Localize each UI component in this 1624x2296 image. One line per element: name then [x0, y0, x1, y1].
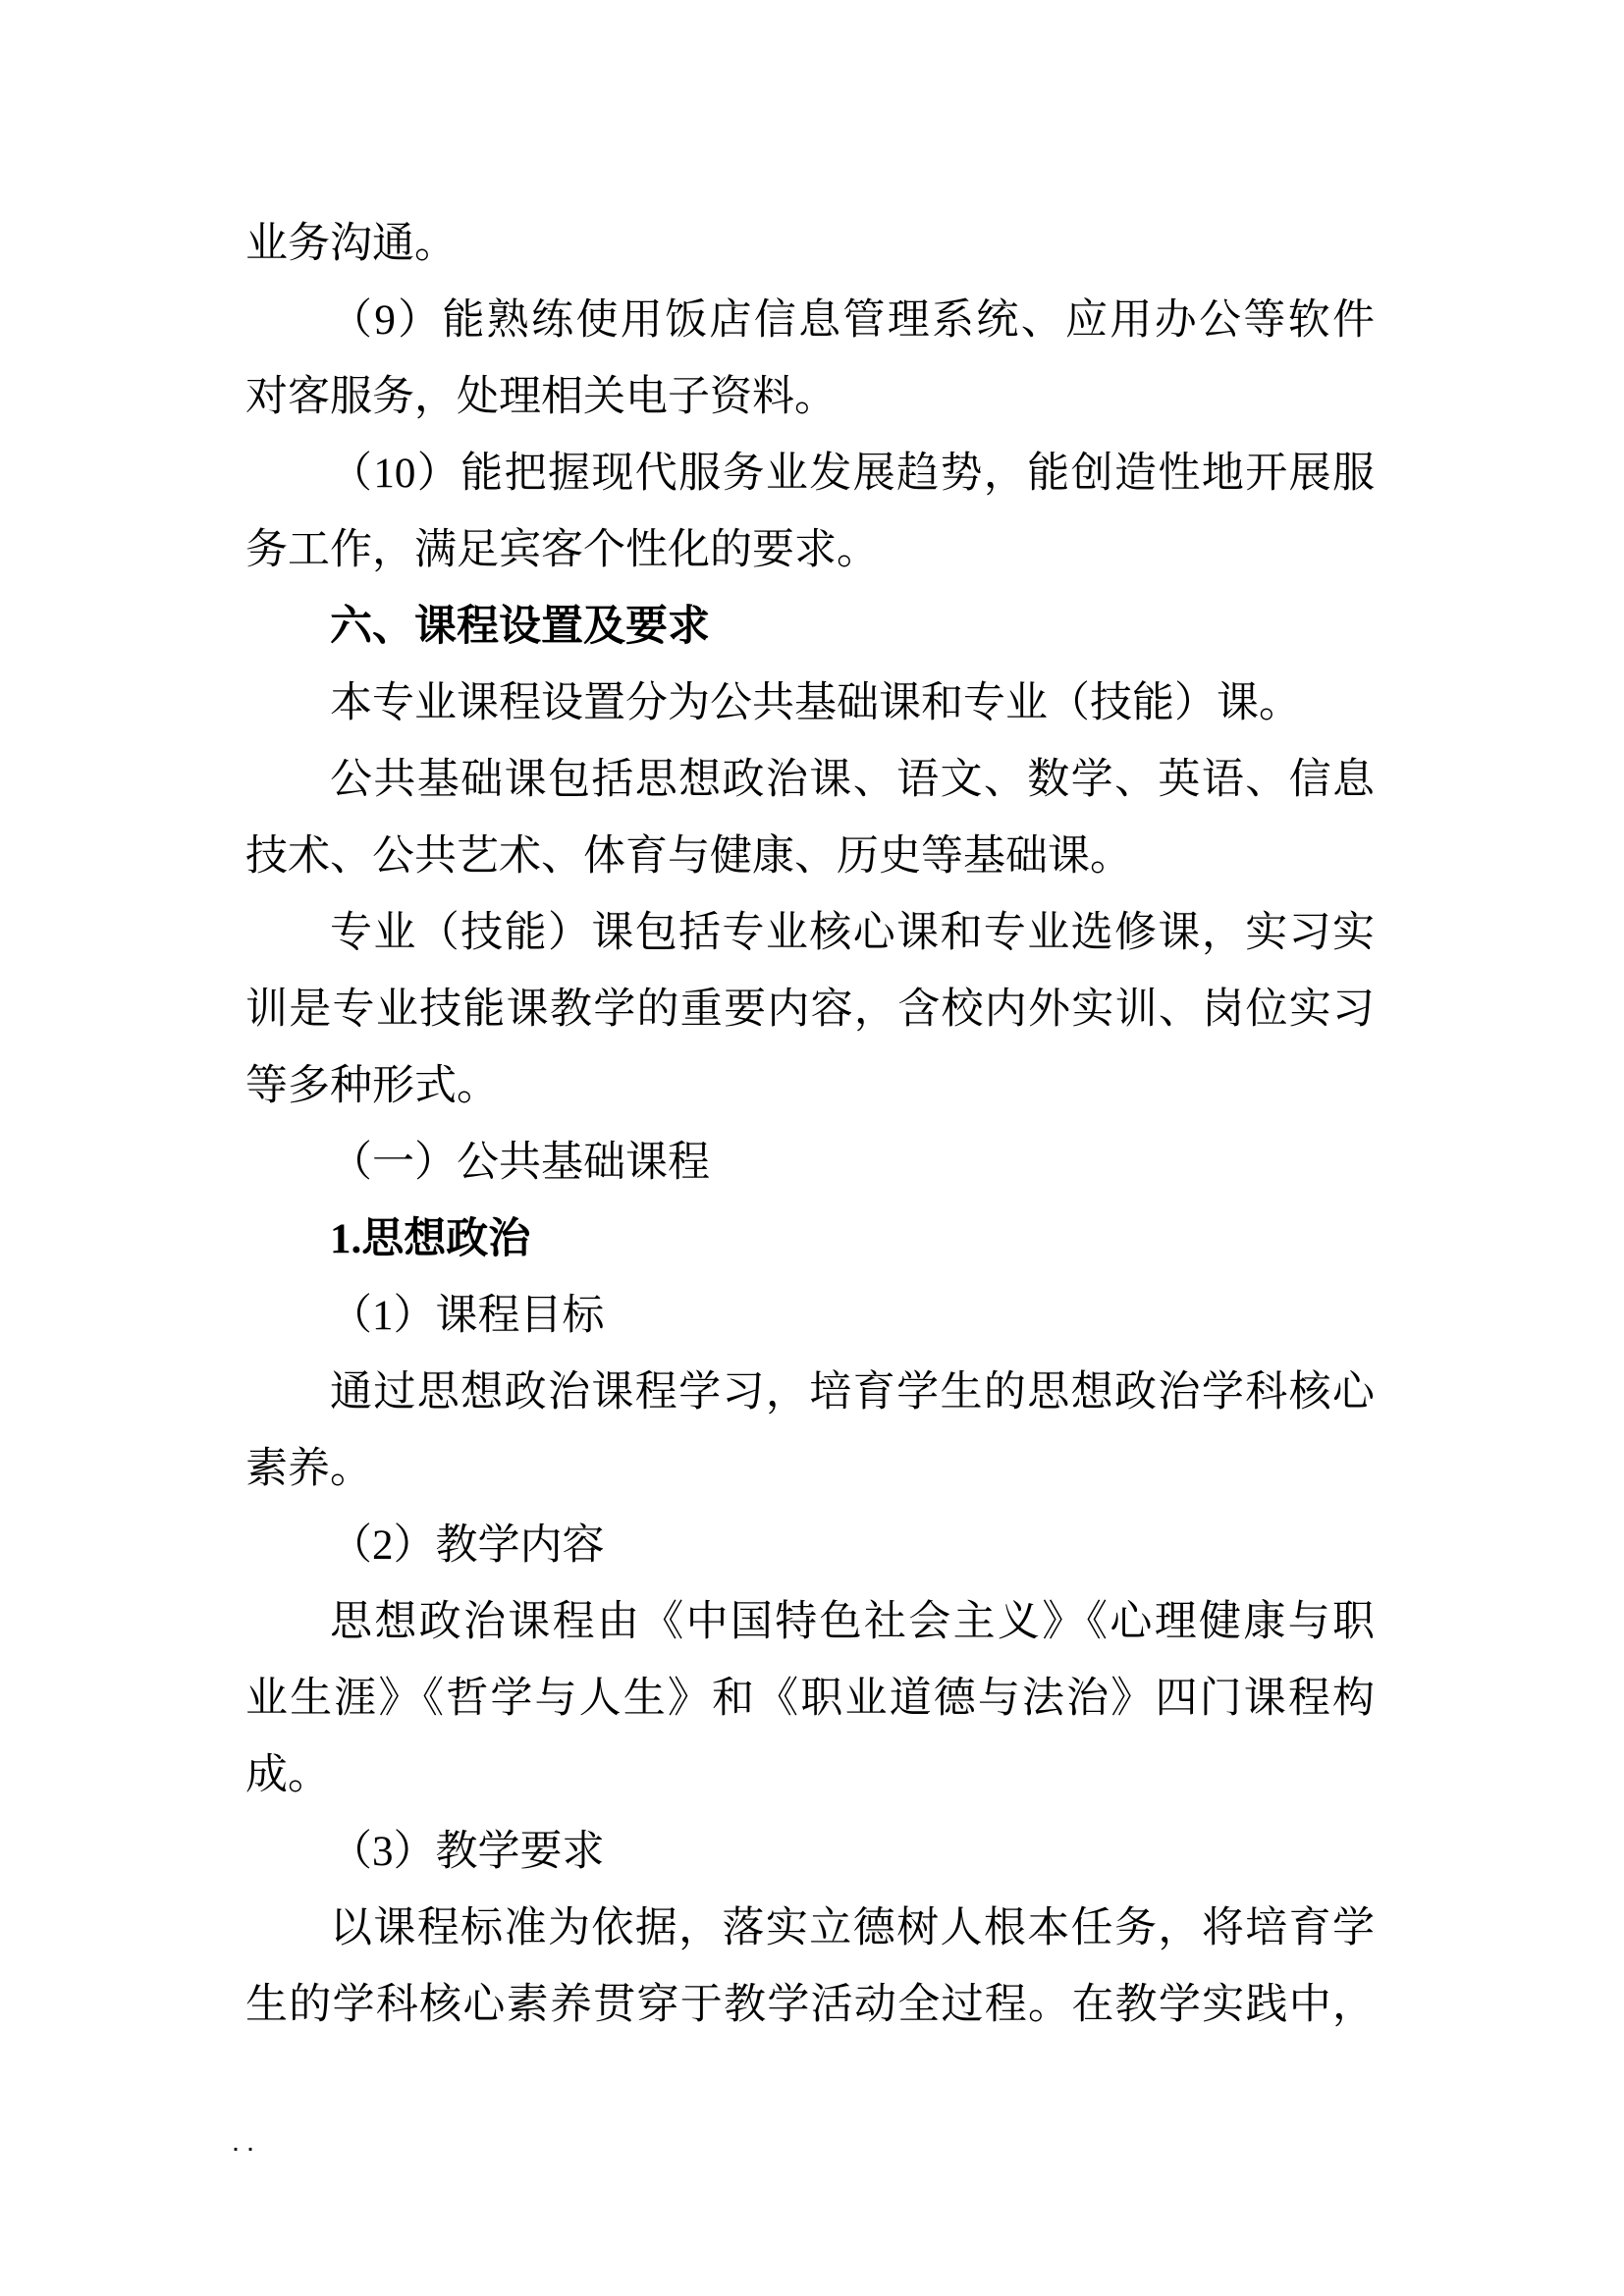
paragraph-line: 等多种形式。 — [245, 1063, 499, 1109]
heading-ideological-politics: 1.思想政治 — [330, 1216, 531, 1262]
paragraph-line: 技术、公共艺术、体育与健康、历史等基础课。 — [245, 833, 1132, 880]
paragraph-line: 思想政治课程由《中国特色社会主义》《心理健康与职 — [330, 1599, 1375, 1645]
heading-course-setup-requirements: 六、课程设置及要求 — [330, 604, 710, 650]
paragraph-line: 通过思想政治课程学习，培育学生的思想政治学科核心 — [330, 1369, 1375, 1415]
text-block — [245, 206, 1375, 2044]
paragraph-line: （9）能熟练使用饭店信息管理系统、应用办公等软件 — [330, 297, 1375, 344]
paragraph-line: 对客服务，处理相关电子资料。 — [245, 374, 837, 420]
paragraph-line: 公共基础课包括思想政治课、语文、数学、英语、信息 — [330, 757, 1375, 803]
paragraph-line: 素养。 — [245, 1446, 372, 1492]
paragraph-line: 业生涯》《哲学与人生》和《职业道德与法治》四门课程构 — [245, 1676, 1375, 1722]
paragraph-line: 成。 — [245, 1752, 330, 1798]
paragraph-line: 务工作，满足宾客个性化的要求。 — [245, 527, 879, 573]
paragraph-line: 本专业课程设置分为公共基础课和专业（技能）课。 — [330, 680, 1301, 726]
subheading-teaching-requirements: （3）教学要求 — [330, 1829, 605, 1875]
paragraph-line: 业务沟通。 — [245, 221, 457, 267]
footer-mark: .. — [230, 2135, 260, 2158]
subheading-teaching-content: （2）教学内容 — [330, 1522, 605, 1569]
subheading-public-basic-courses: （一）公共基础课程 — [330, 1140, 710, 1186]
paragraph-line: 以课程标准为依据，落实立德树人根本任务，将培育学 — [330, 1905, 1375, 1951]
paragraph-line: 生的学科核心素养贯穿于教学活动全过程。在教学实践中， — [245, 1982, 1375, 2028]
paragraph-line: 专业（技能）课包括专业核心课和专业选修课，实习实 — [330, 910, 1375, 956]
paragraph-line: （10）能把握现代服务业发展趋势，能创造性地开展服 — [330, 451, 1375, 497]
paragraph-line: 训是专业技能课教学的重要内容，含校内外实训、岗位实习 — [245, 987, 1375, 1033]
subheading-course-objectives: （1）课程目标 — [330, 1293, 605, 1339]
